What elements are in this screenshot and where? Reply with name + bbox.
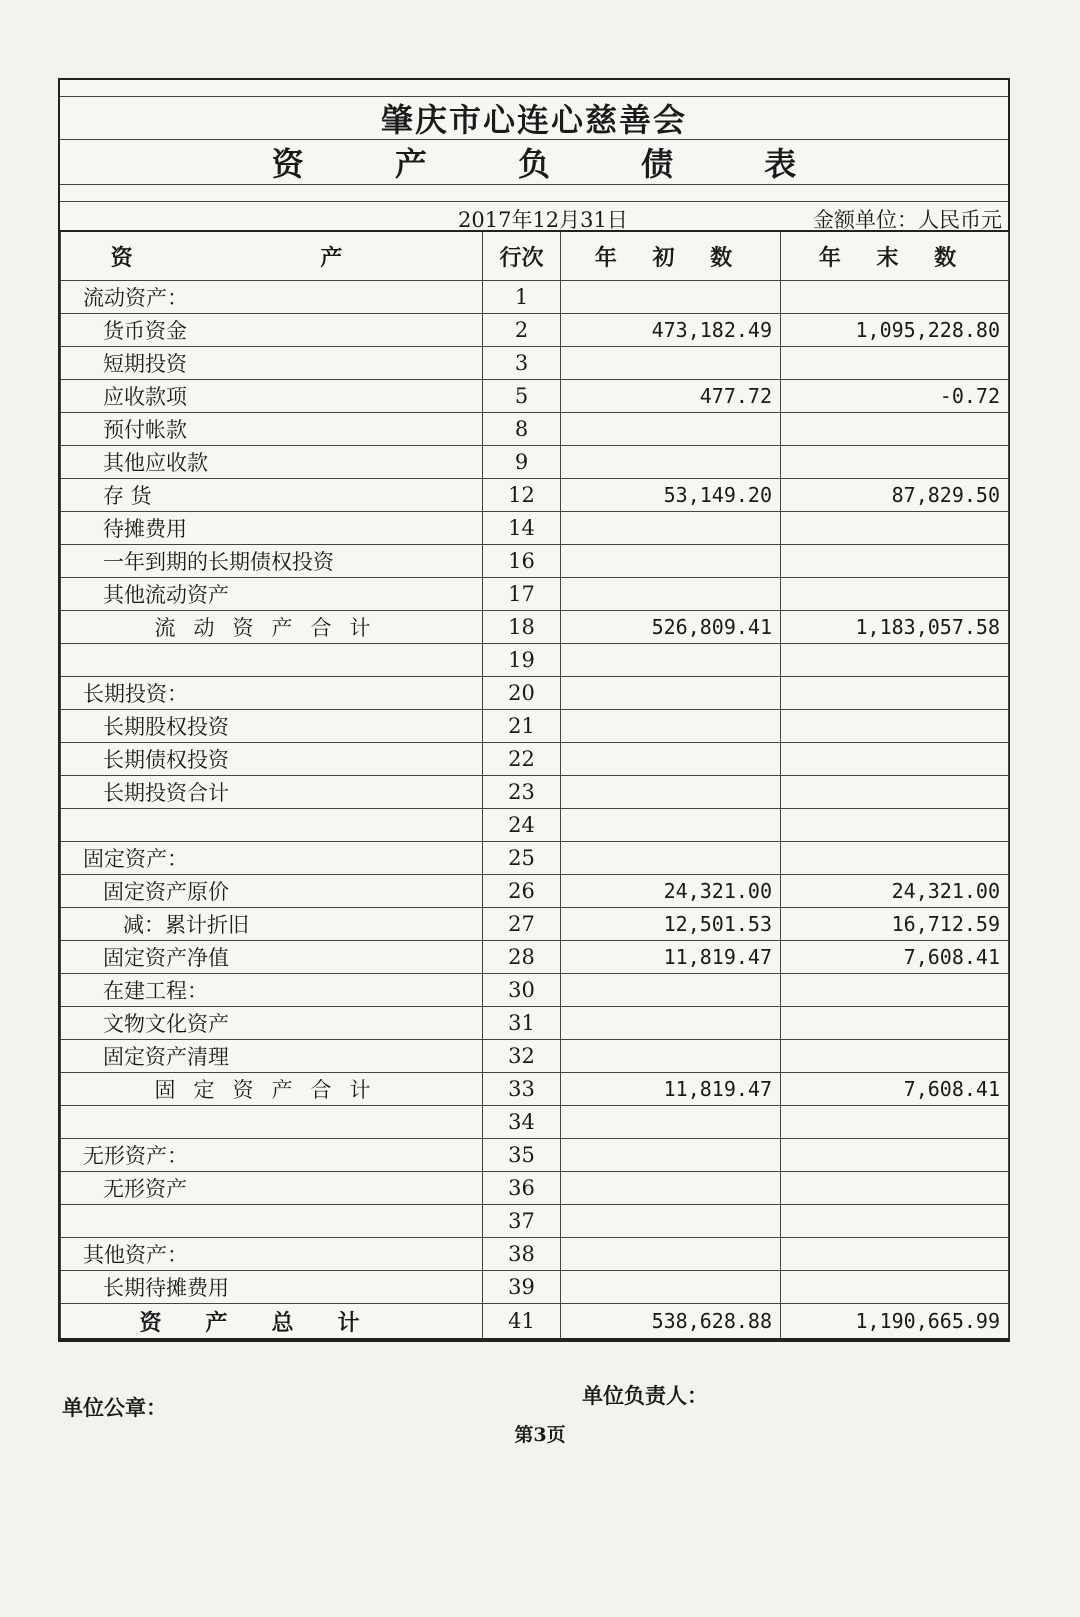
table-row <box>61 611 1009 644</box>
row-end-value <box>781 347 1009 380</box>
table-row <box>61 347 1009 380</box>
row-line-number: 38 <box>483 1238 561 1271</box>
table-row <box>61 446 1009 479</box>
row-line-number: 28 <box>483 941 561 974</box>
table-row <box>61 1271 1009 1304</box>
row-end-value <box>781 446 1009 479</box>
row-line-number: 31 <box>483 1007 561 1040</box>
row-line-number: 19 <box>483 644 561 677</box>
table-row <box>61 677 1009 710</box>
table-row <box>61 941 1009 974</box>
row-end-value <box>781 1172 1009 1205</box>
page-number: 第3页 <box>514 1424 566 1446</box>
balance-sheet <box>58 78 1010 1342</box>
row-end-value <box>781 1139 1009 1172</box>
table-row <box>61 1073 1009 1106</box>
row-label: 其他应收款 <box>61 446 483 479</box>
row-label <box>61 809 483 842</box>
organization-name: 肇庆市心连心慈善会 <box>60 97 1008 140</box>
row-line-number: 8 <box>483 413 561 446</box>
row-line-number: 39 <box>483 1271 561 1304</box>
row-end-value <box>781 281 1009 314</box>
row-label: 预付帐款 <box>61 413 483 446</box>
asset-table <box>60 232 1009 1340</box>
row-begin-value: 538,628.88 <box>561 1304 781 1340</box>
table-row <box>61 908 1009 941</box>
table-row <box>61 578 1009 611</box>
row-end-value <box>781 1205 1009 1238</box>
table-row <box>61 776 1009 809</box>
row-begin-value <box>561 1007 781 1040</box>
row-label: 一年到期的长期债权投资 <box>61 545 483 578</box>
table-row <box>61 512 1009 545</box>
row-label: 长期债权投资 <box>61 743 483 776</box>
row-begin-value <box>561 512 781 545</box>
row-end-value: 24,321.00 <box>781 875 1009 908</box>
row-end-value <box>781 545 1009 578</box>
row-line-number: 27 <box>483 908 561 941</box>
row-begin-value: 473,182.49 <box>561 314 781 347</box>
unit-seal-label: 单位公章： <box>62 1395 167 1420</box>
row-begin-value <box>561 842 781 875</box>
row-end-value <box>781 710 1009 743</box>
row-line-number: 5 <box>483 380 561 413</box>
table-row <box>61 809 1009 842</box>
row-end-value <box>781 776 1009 809</box>
row-end-value <box>781 743 1009 776</box>
row-end-value <box>781 1040 1009 1073</box>
table-row <box>61 479 1009 512</box>
row-line-number: 22 <box>483 743 561 776</box>
table-row <box>61 545 1009 578</box>
row-begin-value <box>561 1040 781 1073</box>
row-label: 其他流动资产 <box>61 578 483 611</box>
row-line-number: 25 <box>483 842 561 875</box>
blank-row <box>60 185 1008 202</box>
row-line-number: 35 <box>483 1139 561 1172</box>
row-begin-value <box>561 347 781 380</box>
row-label: 固定资产清理 <box>61 1040 483 1073</box>
row-end-value <box>781 1271 1009 1304</box>
row-label: 资产总计 <box>61 1304 483 1340</box>
row-begin-value: 11,819.47 <box>561 941 781 974</box>
column-header-end: 年 末 数 <box>781 232 1009 281</box>
row-end-value <box>781 413 1009 446</box>
row-line-number: 26 <box>483 875 561 908</box>
row-label: 存 货 <box>61 479 483 512</box>
row-label: 其他资产： <box>61 1238 483 1271</box>
row-begin-value <box>561 1271 781 1304</box>
row-line-number: 24 <box>483 809 561 842</box>
row-end-value: 7,608.41 <box>781 1073 1009 1106</box>
row-label: 短期投资 <box>61 347 483 380</box>
row-line-number: 41 <box>483 1304 561 1340</box>
row-begin-value <box>561 281 781 314</box>
row-label: 无形资产 <box>61 1172 483 1205</box>
row-label: 长期投资： <box>61 677 483 710</box>
row-label: 减：累计折旧 <box>61 908 483 941</box>
table-row <box>61 413 1009 446</box>
table-row <box>61 1238 1009 1271</box>
row-begin-value <box>561 1106 781 1139</box>
row-begin-value <box>561 1172 781 1205</box>
table-row <box>61 710 1009 743</box>
meta-row <box>60 202 1008 232</box>
row-begin-value: 24,321.00 <box>561 875 781 908</box>
row-label: 固定资产： <box>61 842 483 875</box>
row-end-value <box>781 644 1009 677</box>
report-date: 2017年12月31日 <box>458 208 628 232</box>
row-label <box>61 1106 483 1139</box>
row-label: 流动资产合计 <box>61 611 483 644</box>
row-end-value <box>781 512 1009 545</box>
row-end-value <box>781 677 1009 710</box>
table-row <box>61 314 1009 347</box>
row-begin-value: 11,819.47 <box>561 1073 781 1106</box>
table-row <box>61 1007 1009 1040</box>
row-label: 文物文化资产 <box>61 1007 483 1040</box>
row-label: 长期股权投资 <box>61 710 483 743</box>
row-label: 固定资产原价 <box>61 875 483 908</box>
table-row <box>61 1040 1009 1073</box>
row-line-number: 12 <box>483 479 561 512</box>
table-row <box>61 842 1009 875</box>
row-begin-value <box>561 776 781 809</box>
row-begin-value: 477.72 <box>561 380 781 413</box>
row-begin-value <box>561 446 781 479</box>
row-label: 长期投资合计 <box>61 776 483 809</box>
row-label: 固定资产净值 <box>61 941 483 974</box>
row-label: 长期待摊费用 <box>61 1271 483 1304</box>
row-begin-value <box>561 545 781 578</box>
row-end-value: 1,095,228.80 <box>781 314 1009 347</box>
table-row <box>61 743 1009 776</box>
row-begin-value: 526,809.41 <box>561 611 781 644</box>
row-line-number: 20 <box>483 677 561 710</box>
row-label <box>61 1205 483 1238</box>
row-line-number: 30 <box>483 974 561 1007</box>
row-line-number: 21 <box>483 710 561 743</box>
table-row <box>61 1172 1009 1205</box>
column-header-line: 行次 <box>483 232 561 281</box>
table-row <box>61 1139 1009 1172</box>
row-line-number: 33 <box>483 1073 561 1106</box>
row-begin-value <box>561 710 781 743</box>
row-line-number: 36 <box>483 1172 561 1205</box>
row-line-number: 1 <box>483 281 561 314</box>
table-row <box>61 1106 1009 1139</box>
row-line-number: 17 <box>483 578 561 611</box>
table-row <box>61 974 1009 1007</box>
row-begin-value <box>561 413 781 446</box>
table-row <box>61 380 1009 413</box>
table-header-row <box>61 232 1009 281</box>
row-line-number: 2 <box>483 314 561 347</box>
row-begin-value <box>561 809 781 842</box>
row-begin-value <box>561 677 781 710</box>
column-header-asset: 资 产 <box>61 232 483 281</box>
row-begin-value: 12,501.53 <box>561 908 781 941</box>
row-label: 待摊费用 <box>61 512 483 545</box>
row-end-value <box>781 1007 1009 1040</box>
row-begin-value <box>561 974 781 1007</box>
row-end-value: 7,608.41 <box>781 941 1009 974</box>
row-begin-value: 53,149.20 <box>561 479 781 512</box>
row-begin-value <box>561 1139 781 1172</box>
row-line-number: 18 <box>483 611 561 644</box>
row-begin-value <box>561 1238 781 1271</box>
row-begin-value <box>561 644 781 677</box>
row-end-value <box>781 578 1009 611</box>
row-end-value: 1,183,057.58 <box>781 611 1009 644</box>
row-begin-value <box>561 578 781 611</box>
currency-unit: 金额单位：人民币元 <box>813 208 1002 232</box>
row-end-value <box>781 1238 1009 1271</box>
row-line-number: 37 <box>483 1205 561 1238</box>
row-line-number: 14 <box>483 512 561 545</box>
row-begin-value <box>561 1205 781 1238</box>
row-label: 应收款项 <box>61 380 483 413</box>
row-label: 无形资产： <box>61 1139 483 1172</box>
row-label: 流动资产： <box>61 281 483 314</box>
row-line-number: 16 <box>483 545 561 578</box>
row-end-value <box>781 974 1009 1007</box>
row-line-number: 34 <box>483 1106 561 1139</box>
unit-leader-label: 单位负责人： <box>582 1383 708 1408</box>
row-label: 在建工程： <box>61 974 483 1007</box>
row-end-value: -0.72 <box>781 380 1009 413</box>
table-row <box>61 1304 1009 1340</box>
row-label: 货币资金 <box>61 314 483 347</box>
table-row <box>61 1205 1009 1238</box>
table-row <box>61 281 1009 314</box>
row-end-value <box>781 809 1009 842</box>
row-line-number: 32 <box>483 1040 561 1073</box>
row-line-number: 23 <box>483 776 561 809</box>
row-end-value <box>781 1106 1009 1139</box>
row-end-value: 87,829.50 <box>781 479 1009 512</box>
table-row <box>61 875 1009 908</box>
row-end-value: 16,712.59 <box>781 908 1009 941</box>
column-header-begin: 年 初 数 <box>561 232 781 281</box>
row-line-number: 9 <box>483 446 561 479</box>
row-label <box>61 644 483 677</box>
sheet-title: 资 产 负 债 表 <box>60 140 1008 185</box>
table-row <box>61 644 1009 677</box>
row-end-value <box>781 842 1009 875</box>
row-line-number: 3 <box>483 347 561 380</box>
row-begin-value <box>561 743 781 776</box>
row-label: 固定资产合计 <box>61 1073 483 1106</box>
row-end-value: 1,190,665.99 <box>781 1304 1009 1340</box>
